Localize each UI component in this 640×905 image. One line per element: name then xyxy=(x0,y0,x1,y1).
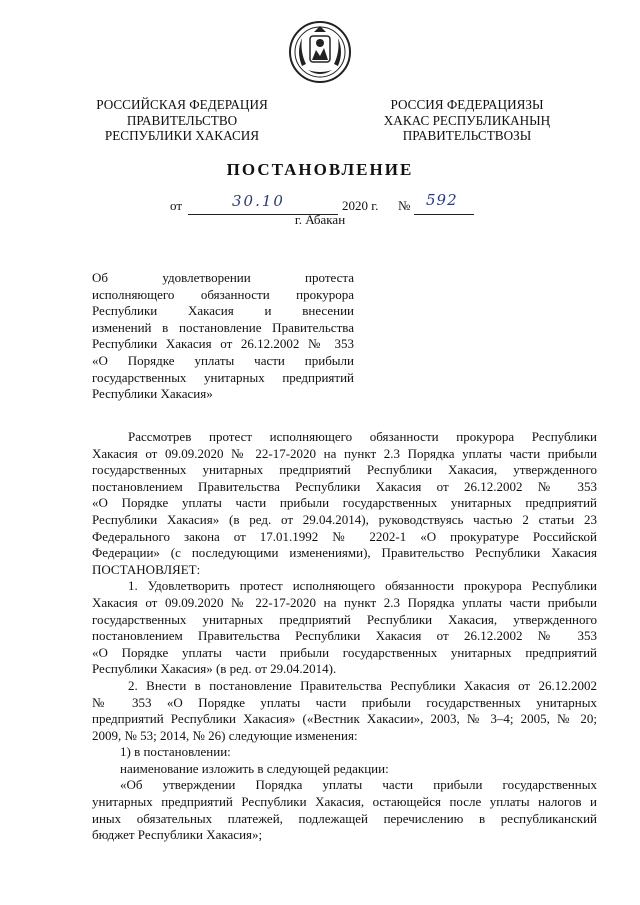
body-line: 2. Внести в постановление Правительства Республики Хакасия от 26.12.2002 xyxy=(128,677,597,693)
body-line: Федерации» (с последующими изменениями), Правительство Республики Хакасия xyxy=(92,545,597,561)
body-line: Республики Хакасия» (в ред. от 29.04.2014), руководствуясь частью 2 статьи 23 xyxy=(92,511,597,527)
header-left-line: РОССИЙСКАЯ ФЕДЕРАЦИЯ xyxy=(96,97,268,112)
subject-line: Республики Хакасия от 26.12.2002 № 353 xyxy=(92,336,354,352)
body-line: иных обязательных платежей, подлежащей перечислению в республиканский xyxy=(92,810,597,826)
coat-of-arms-emblem xyxy=(288,20,352,84)
number-sign: № xyxy=(398,198,411,213)
subject-block xyxy=(92,270,354,403)
body-line: Республики Хакасия» (в ред. от 29.04.2014). xyxy=(92,661,337,677)
subject-line: Республики Хакасия» xyxy=(92,386,213,402)
header-right-line: РОССИЯ ФЕДЕРАЦИЯЗЫ xyxy=(390,97,544,112)
header-left xyxy=(92,97,272,144)
handwritten-number: 592 xyxy=(426,191,458,209)
body-line: № 353 «О Порядке уплаты части прибыли государственных унитарных xyxy=(92,694,597,710)
header-right xyxy=(372,97,562,144)
body-line: 2009, № 53; 2014, № 26) следующие изменения: xyxy=(92,727,358,743)
year-text: 2020 г. xyxy=(342,198,379,213)
subject-line: «О Порядке уплаты части прибыли xyxy=(92,352,354,368)
body-line: наименование изложить в следующей редакции: xyxy=(120,760,389,776)
body-line: ПОСТАНОВЛЯЕТ: xyxy=(92,561,201,577)
subject-line: Республики Хакасия и внесении xyxy=(92,303,354,319)
body-line: Рассмотрев протест исполняющего обязанности прокурора Республики xyxy=(128,429,597,444)
body-line: 1) в постановлении: xyxy=(120,744,231,760)
body-line: государственных унитарных предприятий Республики Хакасия, утвержденного xyxy=(92,462,597,478)
subject-line: государственных унитарных предприятий xyxy=(92,369,354,385)
subject-line: исполняющего обязанности прокурора xyxy=(92,286,354,302)
header-left-line: РЕСПУБЛИКИ ХАКАСИЯ xyxy=(104,128,260,144)
document-title: ПОСТАНОВЛЕНИЕ xyxy=(226,160,414,179)
body-line: государственных унитарных предприятий Республики Хакасия, утвержденного xyxy=(92,611,597,627)
body-line: «О Порядке уплаты части прибыли государственных унитарных предприятий xyxy=(92,644,597,660)
subject-line: Об удовлетворении протеста xyxy=(92,270,354,285)
body-line: унитарных предприятий Республики Хакасия, остающейся после уплаты налогов и xyxy=(92,794,597,810)
from-label: от xyxy=(170,198,183,213)
body-line: постановлением Правительства Республики Хакасия от 26.12.2002 № 353 xyxy=(92,478,597,494)
city-line: г. Абакан xyxy=(294,212,346,227)
header-right-line: ХАКАС РЕСПУБЛИКАНЫҢ xyxy=(383,112,551,128)
body-line: Федерального закона от 17.01.1992 № 2202-1 «О прокуратуре Российской xyxy=(92,528,597,544)
body-line: бюджет Республики Хакасия»; xyxy=(92,827,263,843)
body-line: «Об утверждении Порядка уплаты части прибыли государственных xyxy=(120,777,597,793)
body-line: 1. Удовлетворить протест исполняющего обязанности прокурора Республики xyxy=(128,578,597,594)
body-line: Хакасия от 09.09.2020 № 22-17-2020 на пункт 2.3 Порядка уплаты части прибыли xyxy=(92,445,597,461)
header-left-line: ПРАВИТЕЛЬСТВО xyxy=(126,112,238,128)
subject-line: изменений в постановление Правительства xyxy=(92,319,354,335)
handwritten-date: 30.10 xyxy=(232,192,285,210)
document-body xyxy=(92,429,597,844)
body-line: «О Порядке уплаты части прибыли государственных унитарных предприятий xyxy=(92,495,597,511)
body-line: Хакасия от 09.09.2020 № 22-17-2020 на пункт 2.3 Порядка уплаты части прибыли xyxy=(92,594,597,610)
body-line: постановлением Правительства Республики Хакасия от 26.12.2002 № 353 xyxy=(92,628,597,644)
body-line: предприятий Республики Хакасия» («Вестник Хакасии», 2003, № 3–4; 2005, № 20; xyxy=(92,711,597,727)
header-right-line: ПРАВИТЕЛЬСТВОЗЫ xyxy=(402,128,532,144)
